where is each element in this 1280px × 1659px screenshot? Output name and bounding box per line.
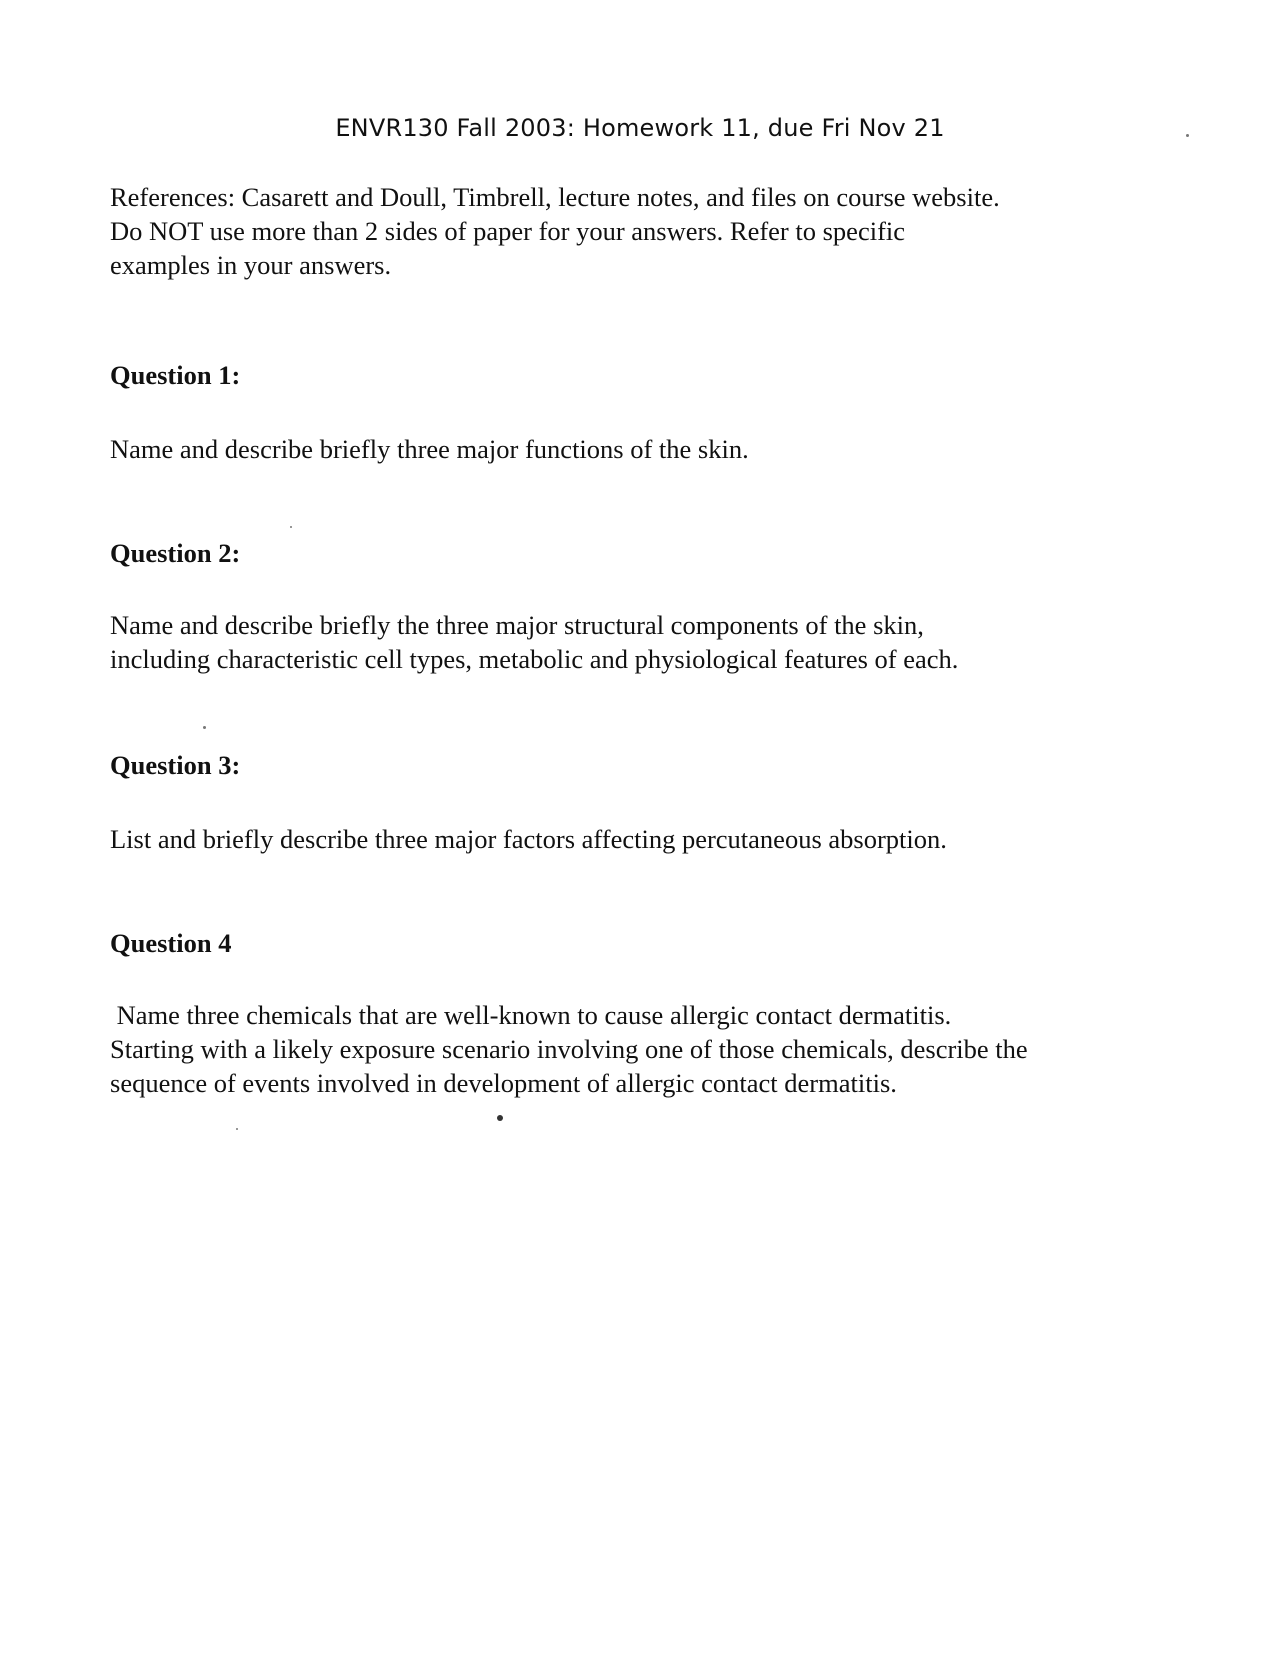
question-2-line-2: including characteristic cell types, metabolic and physiological features of each. [110,644,959,674]
references-line-1: References: Casarett and Doull, Timbrell, lecture notes, and files on course website. [110,182,1000,212]
question-4-line-3: sequence of events involved in development of allergic contact dermatitis. [110,1068,897,1098]
question-3-text [110,822,1190,856]
question-3-heading: Question 3: [110,750,241,780]
scan-speck [1186,134,1189,137]
references-line-2: Do NOT use more than 2 sides of paper for your answers. Refer to specific [110,216,906,246]
question-4-text [110,998,1190,1100]
references-line-3: examples in your answers. [110,250,392,280]
question-3-line-1: List and briefly describe three major factors affecting percutaneous absorption. [110,824,947,854]
question-1-text [110,432,1190,466]
scan-speck [203,726,206,729]
question-4-heading: Question 4 [110,928,232,958]
question-4-line-1: Name three chemicals that are well-known to cause allergic contact dermatitis. [110,1000,952,1030]
question-1-line-1: Name and describe briefly three major functions of the skin. [110,434,749,464]
scan-speck [236,1128,238,1130]
scan-speck [290,526,292,528]
question-2-heading: Question 2: [110,538,241,568]
question-2-line-1: Name and describe briefly the three major structural components of the skin, [110,610,924,640]
scan-speck [497,1115,503,1121]
question-1-heading: Question 1: [110,360,241,390]
document-title: ENVR130 Fall 2003: Homework 11, due Fri Nov 21 [335,114,945,142]
references-paragraph [110,180,1190,282]
question-4-line-2: Starting with a likely exposure scenario involving one of those chemicals, describe the [110,1034,1028,1064]
question-2-text [110,608,1190,676]
